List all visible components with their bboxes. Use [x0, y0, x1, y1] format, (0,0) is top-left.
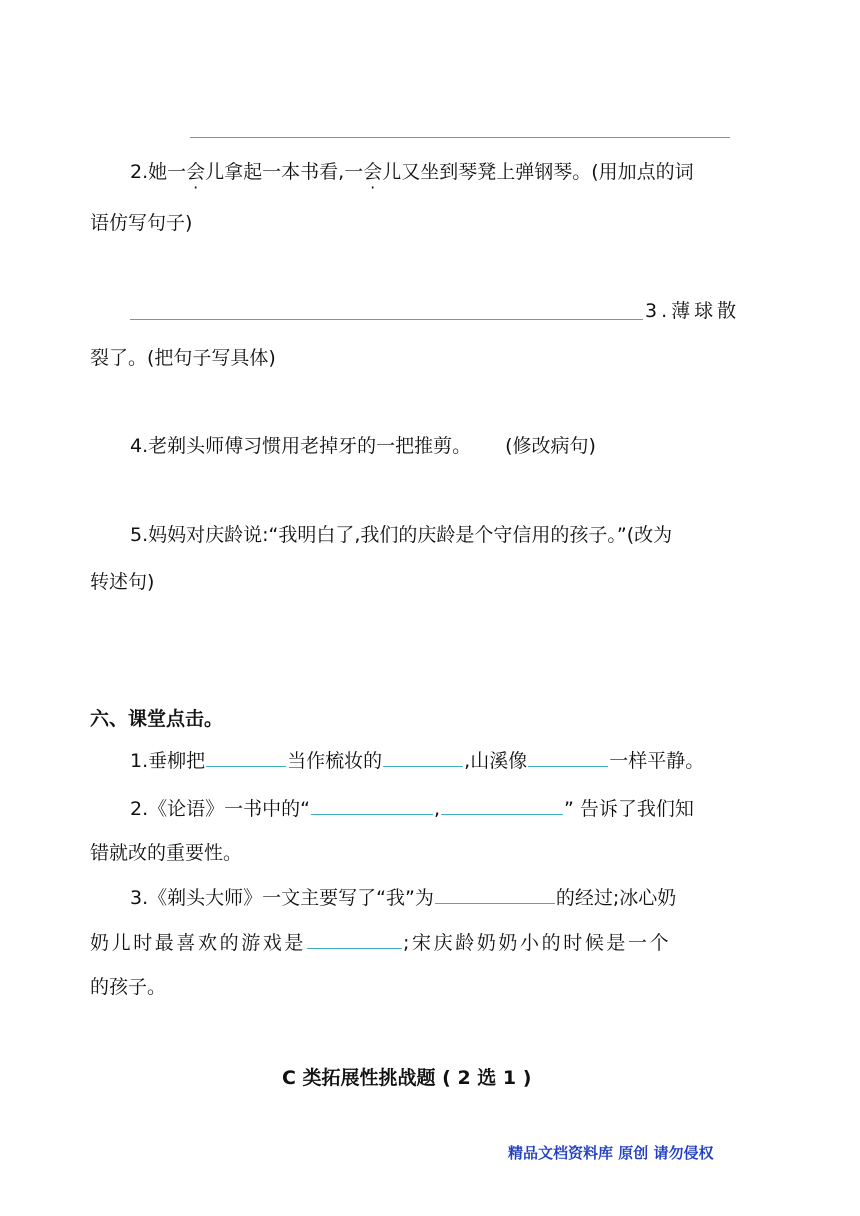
section-6-item-3: 3.《剃头大师》一文主要写了“我”为 的经过;冰心奶 [130, 887, 677, 909]
section-6-item-3-line3: 的孩子。 [90, 976, 167, 998]
question-3-start: 3.薄球散 [645, 300, 741, 322]
section-6-item-2-line2: 错就改的重要性。 [90, 842, 243, 864]
answer-line-q1[interactable] [190, 137, 730, 138]
fill-blank-7[interactable] [307, 930, 402, 949]
question-5-line1: 5.妈妈对庆龄说:“我明白了,我们的庆龄是个守信用的孩子。”(改为 [130, 524, 673, 546]
question-3-line2: 裂了。(把句子写具体) [90, 347, 276, 369]
question-5-line2: 转述句) [90, 571, 155, 593]
section-6-title: 六、课堂点击。 [90, 708, 224, 730]
section-6-item-2: 2.《论语》一书中的“ , ” 告诉了我们知 [130, 798, 694, 820]
fill-blank-5[interactable] [441, 796, 563, 815]
section-c-title: C 类拓展性挑战题 ( 2 选 1 ) [282, 1067, 532, 1089]
answer-line-q2[interactable] [130, 319, 643, 320]
fill-blank-4[interactable] [311, 796, 433, 815]
question-2-line2: 语仿写句子) [90, 212, 193, 234]
section-6-item-1: 1.垂柳把 当作梳妆的 ,山溪像 一样平静。 [130, 750, 705, 772]
section-6-item-3-line2: 奶儿时最喜欢的游戏是 ;宋庆龄奶奶小的时候是一个 [90, 932, 672, 954]
fill-blank-1[interactable] [206, 748, 286, 767]
fill-blank-6[interactable] [435, 885, 555, 904]
footer-watermark: 精品文档资料库 原创 请勿侵权 [508, 1144, 714, 1162]
question-4: 4.老剃头师傅习惯用老掉牙的一把推剪。 (修改病句) [130, 435, 596, 457]
fill-blank-3[interactable] [528, 748, 608, 767]
fill-blank-2[interactable] [383, 748, 463, 767]
emphasis-word-1: 一会儿 [167, 161, 225, 183]
emphasis-word-2: 一会儿 [344, 161, 402, 183]
question-2-line1: 2.她一会儿拿起一本书看,一会儿又坐到琴凳上弹钢琴。(用加点的词 [130, 157, 694, 184]
